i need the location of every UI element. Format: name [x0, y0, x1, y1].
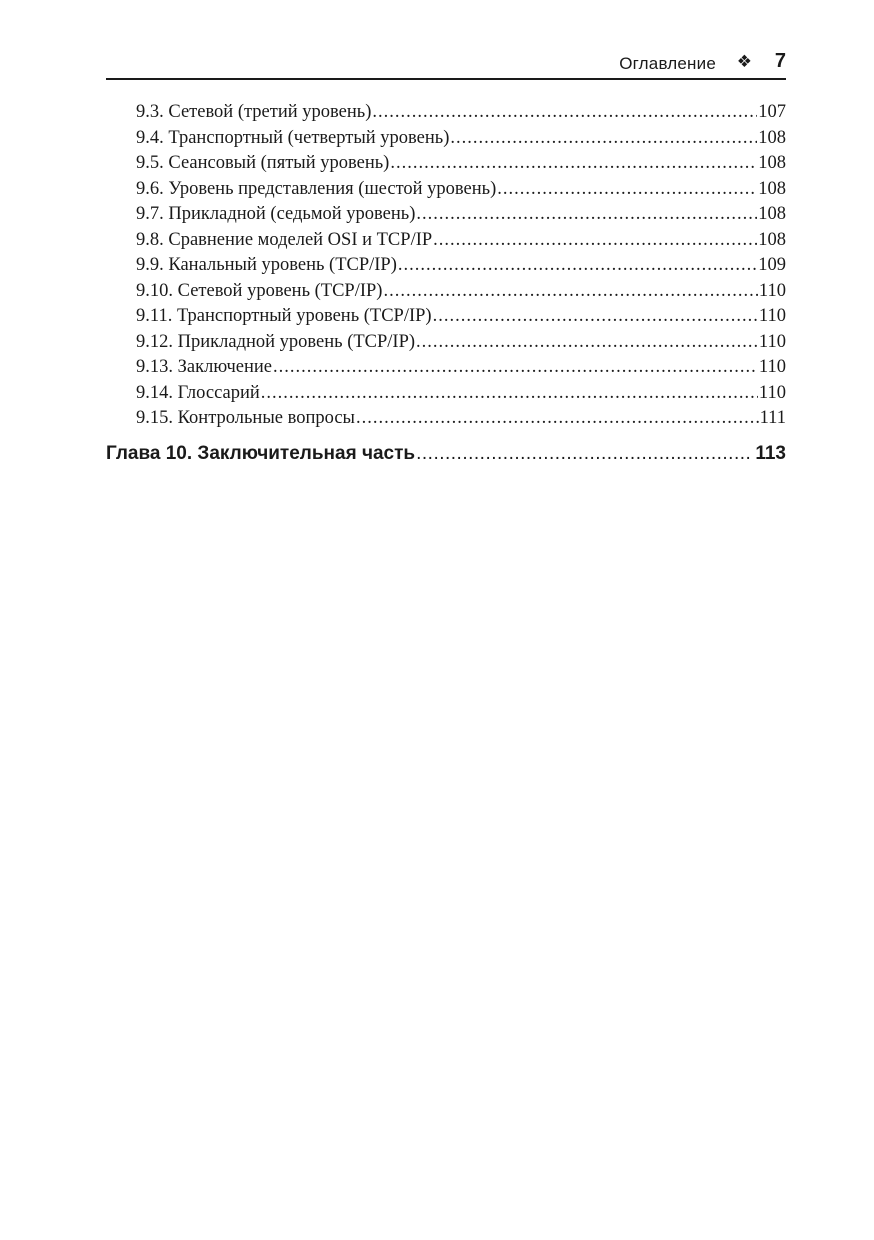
- header-title: Оглавление: [619, 54, 716, 73]
- toc-entry-9-15: [106, 408, 786, 434]
- toc-entry-label: 9.4. Транспортный (четвертый уровень): [136, 127, 450, 148]
- toc-entry-page: 110: [758, 331, 786, 352]
- toc-entry-page: 108: [758, 229, 786, 250]
- toc-entry-label: 9.11. Транспортный уровень (TCP/IP): [136, 306, 432, 326]
- toc-entry-page: 110: [758, 357, 786, 377]
- dot-leader: [356, 408, 759, 429]
- toc-entry-label: 9.12. Прикладной уровень (TCP/IP): [136, 331, 416, 352]
- toc-entry-label: 9.7. Прикладной (седьмой уровень): [136, 204, 416, 224]
- ornament-icon: ❖: [736, 52, 752, 72]
- toc-entry-label: 9.9. Канальный уровень (TCP/IP): [136, 255, 397, 275]
- dot-leader: [383, 281, 757, 302]
- dot-leader: [450, 128, 757, 149]
- toc-entry-label: 9.15. Контрольные вопросы: [136, 408, 355, 428]
- toc-entry-page: 110: [758, 382, 786, 403]
- dot-leader: [433, 306, 758, 327]
- toc-entry-9-13: [106, 357, 786, 383]
- dot-leader: [416, 332, 758, 353]
- dot-leader: [372, 102, 757, 123]
- toc-entry-page: 107: [758, 102, 786, 122]
- toc-entry-9-6: [106, 179, 786, 205]
- toc-entry-page: 110: [758, 306, 786, 326]
- toc-entry-9-9: [106, 255, 786, 281]
- toc-chapter-10: [106, 443, 786, 465]
- toc-entry-page: 110: [758, 280, 786, 301]
- toc-entry-page: 111: [759, 408, 786, 428]
- page-number: 7: [774, 50, 786, 72]
- toc-entry-9-7: [106, 204, 786, 230]
- toc-entry-9-3: [106, 102, 786, 128]
- toc-entry-label: 9.5. Сеансовый (пятый уровень): [136, 153, 390, 173]
- toc-entry-label: 9.10. Сетевой уровень (TCP/IP): [136, 280, 383, 301]
- chapter-page: 113: [755, 443, 786, 464]
- toc-entry-page: 108: [758, 204, 786, 224]
- toc-entry-label: 9.14. Глоссарий: [136, 382, 260, 403]
- toc-entry-9-14: [106, 383, 786, 409]
- dot-leader: [416, 204, 757, 225]
- toc-entry-9-10: [106, 281, 786, 307]
- toc-entry-page: 108: [758, 178, 786, 199]
- dot-leader: [261, 383, 758, 404]
- chapter-label: Глава 10. Заключительная часть: [106, 443, 416, 464]
- toc-entry-9-4: [106, 128, 786, 154]
- dot-leader: [497, 179, 757, 200]
- dot-leader: [398, 255, 757, 276]
- toc-entry-9-12: [106, 332, 786, 358]
- dot-leader: [390, 153, 757, 174]
- dot-leader: [433, 230, 757, 251]
- toc-entry-label: 9.8. Сравнение моделей OSI и TCP/IP: [136, 229, 433, 250]
- toc-entry-page: 108: [758, 153, 786, 173]
- toc-entry-page: 108: [758, 127, 786, 148]
- toc-entry-page: 109: [758, 255, 786, 275]
- toc-entry-9-11: [106, 306, 786, 332]
- table-of-contents: [106, 102, 786, 434]
- toc-entry-9-8: [106, 230, 786, 256]
- toc-entry-9-5: [106, 153, 786, 179]
- toc-entry-label: 9.6. Уровень представления (шестой уровень): [136, 178, 497, 199]
- dot-leader: [416, 443, 752, 465]
- running-header: [106, 50, 786, 80]
- toc-entry-label: 9.3. Сетевой (третий уровень): [136, 102, 372, 122]
- dot-leader: [273, 357, 758, 378]
- toc-entry-label: 9.13. Заключение: [136, 357, 272, 377]
